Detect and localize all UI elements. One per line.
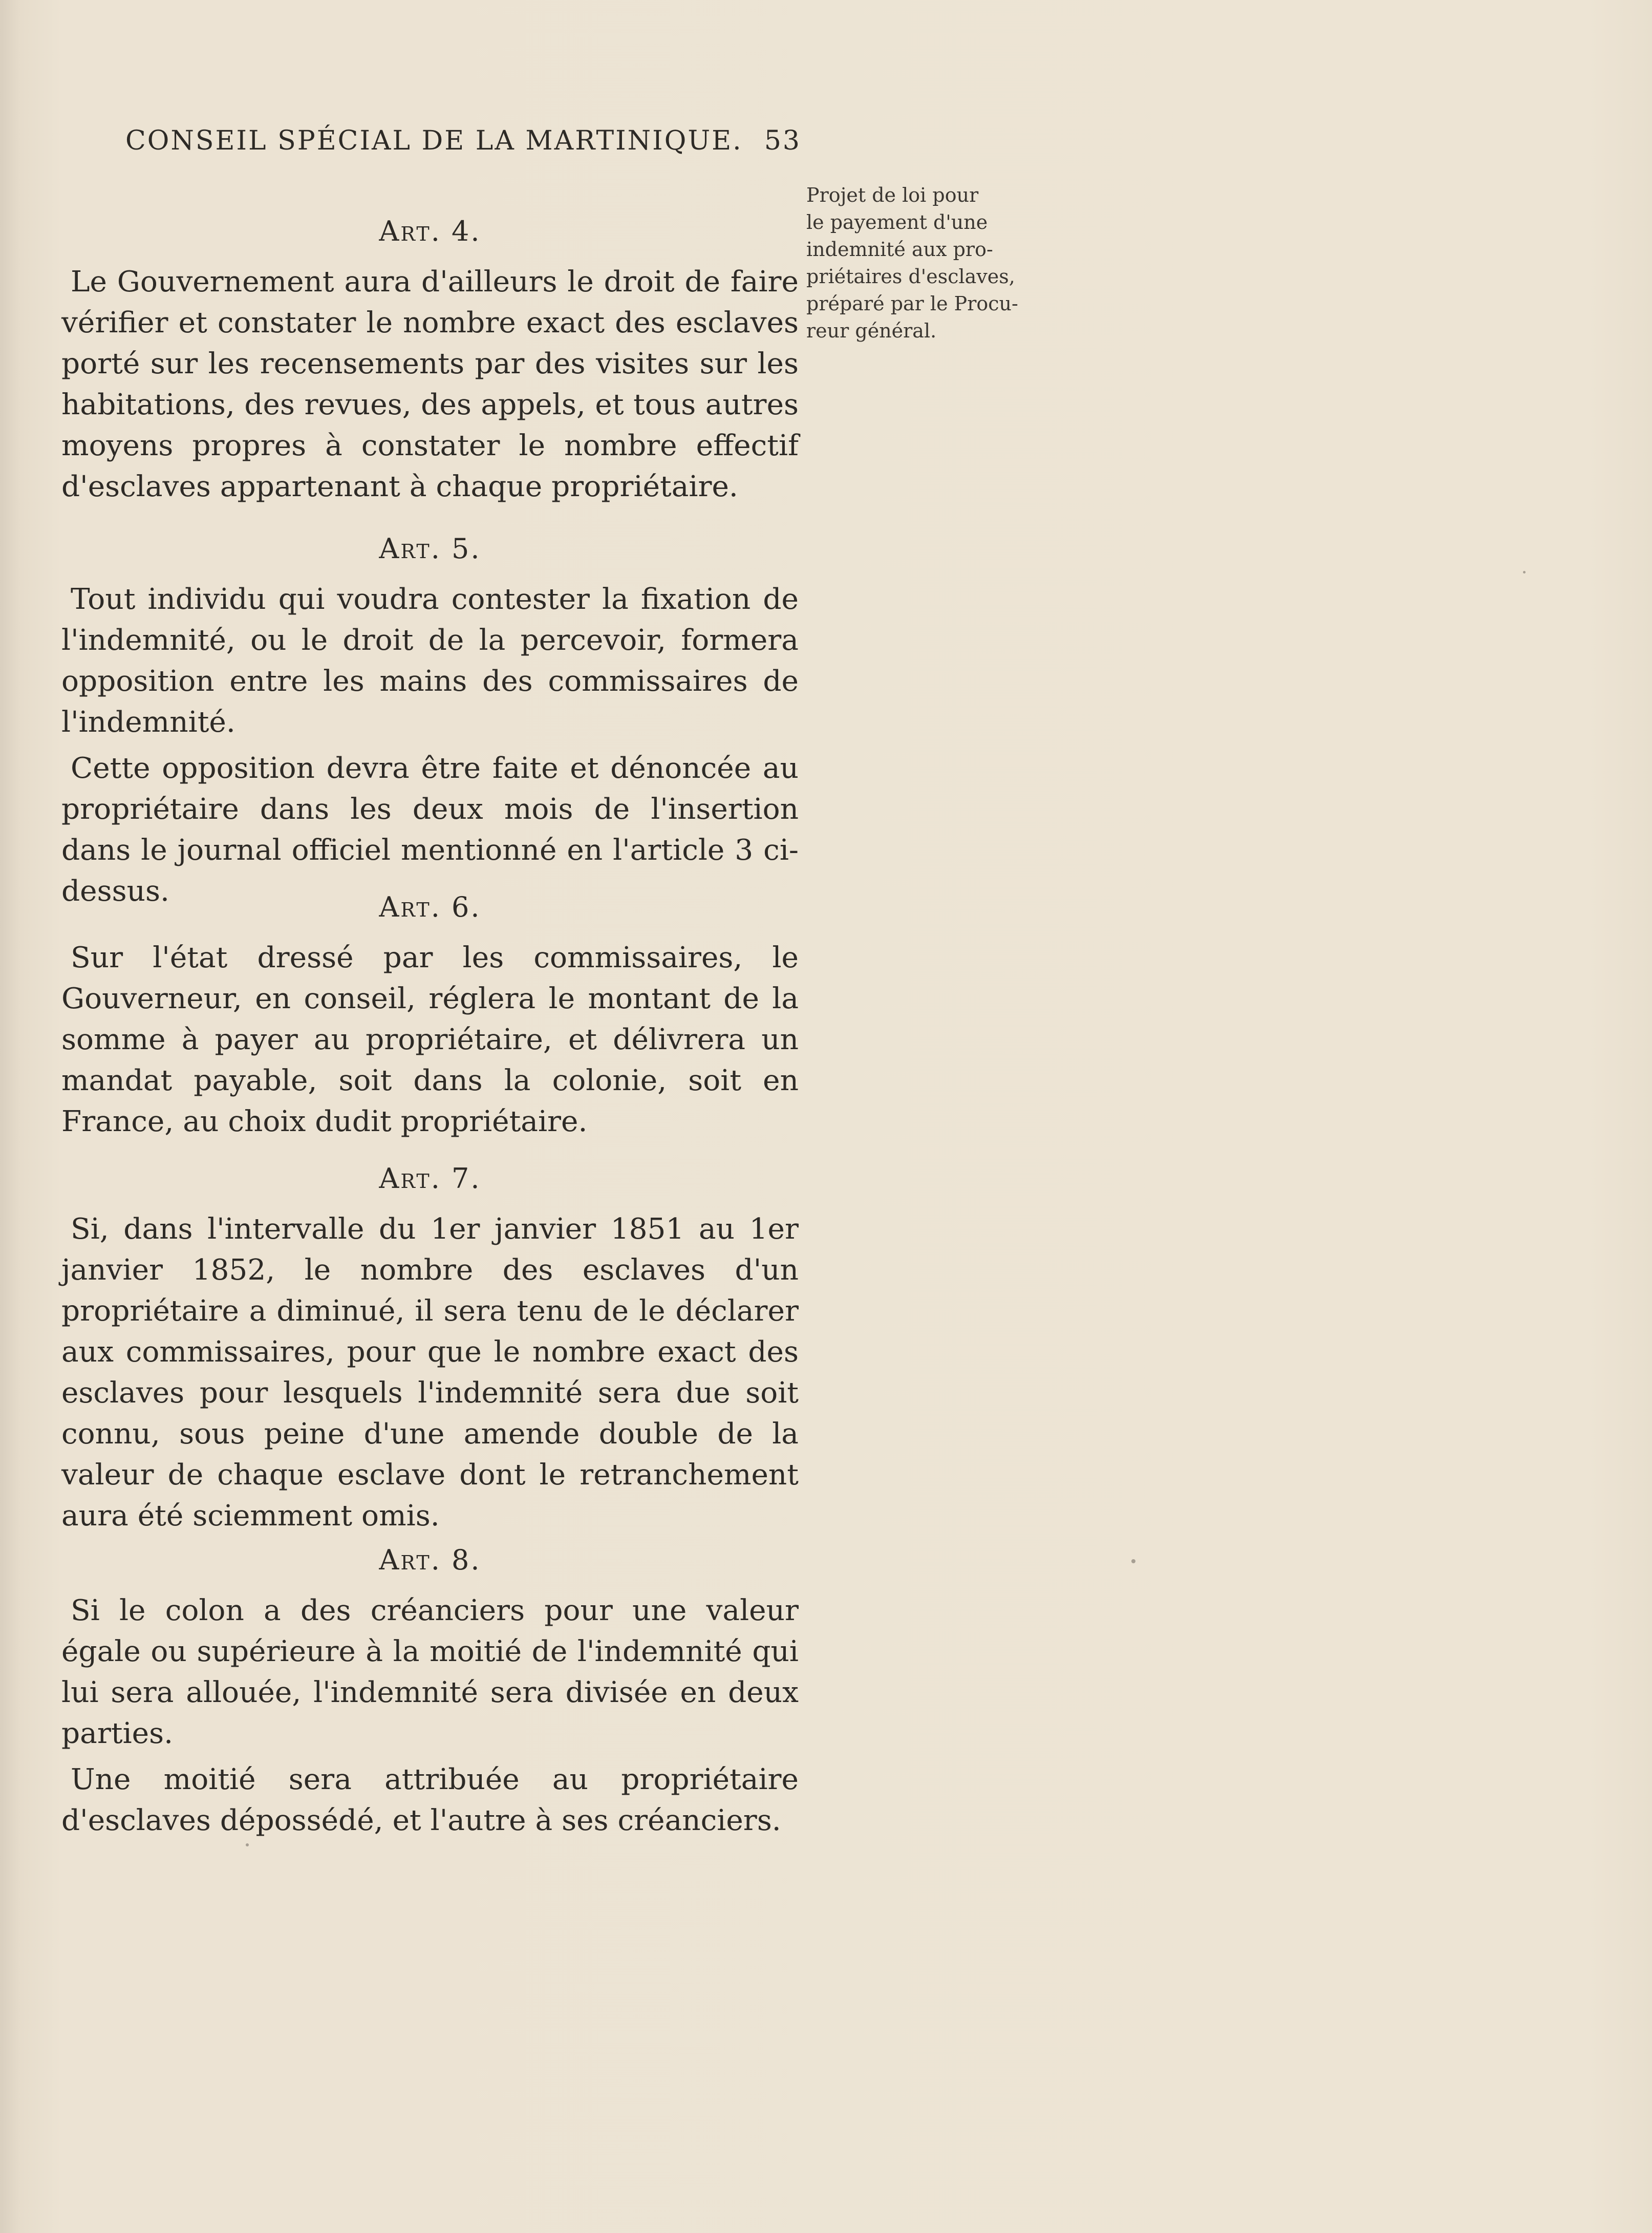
page-number: 53 (764, 125, 801, 156)
margin-note-line: reur général. (806, 320, 937, 342)
article-6 (61, 891, 799, 1147)
article-heading: Art. 7. (379, 1162, 481, 1195)
article-4 (61, 215, 799, 513)
running-title: CONSEIL SPÉCIAL DE LA MARTINIQUE. (125, 125, 743, 156)
article-paragraph: Le Gouvernement aura d'ailleurs le droit de faire vérifier et constater le nombre exact des esclaves porté sur les recensements par des visites sur les habitations, des revues, des appels, et tous autres moyens propres à constater le nombre effectif d'esclaves appartenant à chaque propriétaire. (61, 265, 799, 503)
margin-note-line: priétaires d'esclaves, (806, 265, 1015, 288)
article-5 (61, 533, 799, 917)
paper-speck (1523, 571, 1526, 573)
article-heading: Art. 6. (379, 891, 481, 923)
article-heading: Art. 5. (379, 533, 481, 565)
margin-note-line: Projet de loi pour (806, 184, 979, 206)
article-8 (61, 1544, 799, 1846)
article-paragraph: Si, dans l'intervalle du 1er janvier 1851 au 1er janvier 1852, le nombre des esclaves d'un propriétaire a diminué, il sera tenu de le déclarer aux commissaires, pour que le nombre exact des esclaves pour lesquels l'indemnité sera due soit connu, sous peine d'une amende double de la valeur de chaque esclave dont le retranchement aura été sciemment omis. (61, 1213, 799, 1533)
margin-note (806, 182, 1021, 345)
article-paragraph: Si le colon a des créanciers pour une valeur égale ou supérieure à la moitié de l'indemnité qui lui sera allouée, l'indemnité sera divisée en deux parties. (61, 1594, 799, 1750)
paper-speck (246, 1843, 249, 1846)
article-heading: Art. 8. (379, 1544, 481, 1576)
paper-speck (1131, 1559, 1135, 1563)
article-paragraph: Une moitié sera attribuée au propriétaire d'esclaves dépossédé, et l'autre à ses créanciers. (61, 1763, 799, 1837)
margin-note-line: indemnité aux pro- (806, 238, 993, 261)
margin-note-line: le payement d'une (806, 211, 988, 233)
article-paragraph: Sur l'état dressé par les commissaires, le Gouverneur, en conseil, réglera le montant de la somme à payer au propriétaire, et délivrera un mandat payable, soit dans la colonie, soit en France, au choix dudit propriétaire. (61, 941, 799, 1138)
article-paragraph: Tout individu qui voudra contester la fixation de l'indemnité, ou le droit de la percevoir, formera opposition entre les mains des commissaires de l'indemnité. (61, 583, 799, 739)
article-7 (61, 1162, 799, 1542)
margin-note-line: préparé par le Procu- (806, 292, 1018, 315)
article-paragraph: Cette opposition devra être faite et dénoncée au propriétaire dans les deux mois de l'insertion dans le journal officiel mentionné en l'article 3 ci-dessus. (61, 752, 799, 908)
article-heading: Art. 4. (379, 215, 481, 247)
